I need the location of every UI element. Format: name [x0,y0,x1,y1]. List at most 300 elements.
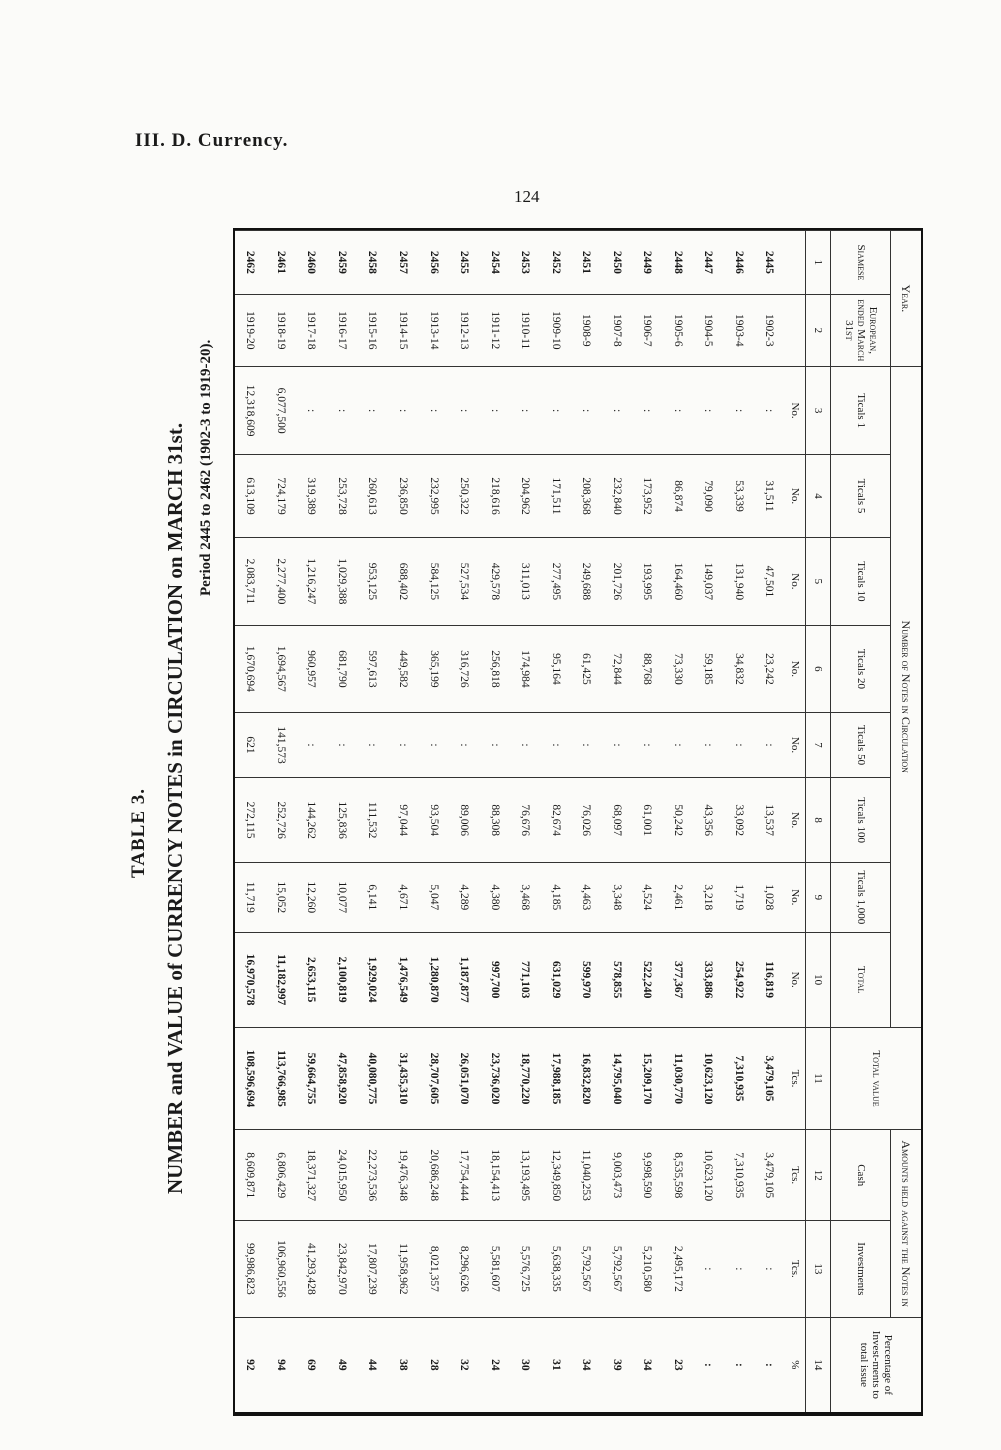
siamese-year-cell: 2457 [388,231,419,295]
table-row [540,231,571,1413]
ticals-1-cell: : [296,366,327,455]
ticals-1000-cell: 12,260 [296,862,327,932]
table-row [327,231,358,1413]
currency-notes-table [233,228,923,1416]
ticals-1-cell: : [388,366,419,455]
ticals-50-cell: : [601,712,632,778]
ticals-20-cell: 597,613 [357,626,388,712]
ticals-100-cell: 144,262 [296,778,327,862]
unit-cell: Tcs. [784,1221,806,1318]
european-year-cell: 1906-7 [632,294,663,366]
ticals-1000-cell: 3,348 [601,862,632,932]
unit-cell: No. [784,455,806,537]
ticals-20-cell: 88,768 [632,626,663,712]
ticals-20-cell: 256,818 [479,626,510,712]
ticals-100-cell: 68,097 [601,778,632,862]
siamese-year-cell: 2459 [327,231,358,295]
percentage-header: Percentage of Invest-ments to total issue [831,1317,921,1412]
cash-cell: 24,015,950 [327,1130,358,1221]
total-value-cell: 26,051,070 [449,1027,480,1130]
ticals-20-cell: 23,242 [754,626,785,712]
ticals-50-cell: : [327,712,358,778]
cash-cell: 6,806,429 [266,1130,297,1221]
investments-cell: 17,807,239 [357,1221,388,1318]
ticals-100-cell: 33,092 [723,778,754,862]
european-year-cell: 1910-11 [510,294,541,366]
unit-cell: No. [784,862,806,932]
ticals-100-cell: 61,001 [632,778,663,862]
investments-cell: 5,792,567 [601,1221,632,1318]
ticals-10-cell: 193,995 [632,537,663,626]
ticals-1000-cell: 4,463 [571,862,602,932]
cash-cell: 7,310,935 [723,1130,754,1221]
european-year-cell: 1909-10 [540,294,571,366]
year-group-header: Year. [891,231,921,367]
percentage-cell: 69 [296,1317,327,1412]
ticals-10-cell: 201,726 [601,537,632,626]
ticals-1-cell: : [418,366,449,455]
unit-cell: % [784,1317,806,1412]
total-cell: 1,280,870 [418,932,449,1027]
ticals-1-cell: : [357,366,388,455]
column-number-row [806,231,831,1413]
ticals-1000-cell: 5,047 [418,862,449,932]
ticals-20-cell: 61,425 [571,626,602,712]
ticals-1-cell: : [754,366,785,455]
section-heading: III. D. Currency. [135,130,289,151]
percentage-cell: 92 [235,1317,266,1412]
ticals-5-cell: 171,511 [540,455,571,537]
ticals-1-cell: : [693,366,724,455]
siamese-year-cell: 2447 [693,231,724,295]
ticals-20-cell: 960,957 [296,626,327,712]
investments-cell: 8,021,357 [418,1221,449,1318]
table-row [510,231,541,1413]
total-cell: 522,240 [632,932,663,1027]
table-row [266,231,297,1413]
ticals-5-cell: 53,339 [723,455,754,537]
column-number: 3 [806,366,831,455]
ticals-1-cell: : [540,366,571,455]
percentage-cell: : [723,1317,754,1412]
ticals-20-cell: 316,726 [449,626,480,712]
total-value-cell: 113,766,985 [266,1027,297,1130]
investments-cell: 8,296,626 [449,1221,480,1318]
cash-cell: 8,609,871 [235,1130,266,1221]
siamese-year-cell: 2449 [632,231,663,295]
ticals-10-cell: 164,460 [662,537,693,626]
cash-cell: 18,154,413 [479,1130,510,1221]
ticals-100-cell: 82,674 [540,778,571,862]
table-row [662,231,693,1413]
ticals-20-header: Ticals 20 [831,626,891,712]
ticals-5-cell: 86,874 [662,455,693,537]
european-year-cell: 1905-6 [662,294,693,366]
european-year-cell: 1916-17 [327,294,358,366]
percentage-cell: 34 [632,1317,663,1412]
ticals-10-cell: 1,216,247 [296,537,327,626]
table-subtitle: NUMBER and VALUE of CURRENCY NOTES in CIRCULATION on MARCH 31st. [163,422,187,1194]
total-value-cell: 40,080,775 [357,1027,388,1130]
total-cell: 16,970,578 [235,932,266,1027]
ticals-50-cell: : [510,712,541,778]
ticals-20-cell: 1,694,567 [266,626,297,712]
investments-cell: 5,576,725 [510,1221,541,1318]
total-value-cell: 7,310,935 [723,1027,754,1130]
european-year-cell: 1903-4 [723,294,754,366]
total-value-cell: 11,030,770 [662,1027,693,1130]
column-number: 1 [806,231,831,295]
total-cell: 254,922 [723,932,754,1027]
total-cell: 11,182,997 [266,932,297,1027]
ticals-5-cell: 724,179 [266,455,297,537]
total-header: Total [831,932,891,1027]
ticals-1000-cell: 3,218 [693,862,724,932]
cash-cell: 17,754,444 [449,1130,480,1221]
investments-cell: 5,792,567 [571,1221,602,1318]
ticals-100-cell: 13,537 [754,778,785,862]
page-number: 124 [514,187,540,206]
table-row [601,231,632,1413]
european-year-cell: 1912-13 [449,294,480,366]
amounts-group-header: Amounts held against the Notes in [891,1130,921,1317]
ticals-1000-cell: 11,719 [235,862,266,932]
ticals-100-cell: 89,006 [449,778,480,862]
investments-cell: 5,581,607 [479,1221,510,1318]
siamese-year-cell: 2456 [418,231,449,295]
ticals-1-cell: 12,318,609 [235,366,266,455]
table-title: TABLE 3. [128,787,149,878]
ticals-10-header: Ticals 10 [831,537,891,626]
percentage-cell: 94 [266,1317,297,1412]
ticals-100-cell: 111,532 [357,778,388,862]
unit-cell: No. [784,366,806,455]
ticals-10-cell: 149,037 [693,537,724,626]
cash-cell: 10,623,120 [693,1130,724,1221]
notes-group-header: Number of Notes in Circulation [891,366,921,1027]
ticals-1000-cell: 4,380 [479,862,510,932]
ticals-1000-header: Ticals 1,000 [831,862,891,932]
cash-cell: 9,998,590 [632,1130,663,1221]
percentage-cell: 44 [357,1317,388,1412]
ticals-10-cell: 429,578 [479,537,510,626]
siamese-year-cell: 2462 [235,231,266,295]
ticals-20-cell: 72,844 [601,626,632,712]
european-year-cell: 1919-20 [235,294,266,366]
column-number: 5 [806,537,831,626]
siamese-year-cell: 2446 [723,231,754,295]
siamese-year-cell: 2455 [449,231,480,295]
investments-cell: : [693,1221,724,1318]
ticals-10-cell: 527,534 [449,537,480,626]
ticals-1000-cell: 15,052 [266,862,297,932]
total-value-cell: 47,858,920 [327,1027,358,1130]
unit-cell: No. [784,778,806,862]
ticals-1000-cell: 4,289 [449,862,480,932]
ticals-10-cell: 1,029,388 [327,537,358,626]
unit-cell [784,231,806,295]
percentage-cell: 39 [601,1317,632,1412]
ticals-10-cell: 953,125 [357,537,388,626]
ticals-5-cell: 232,840 [601,455,632,537]
siamese-year-cell: 2458 [357,231,388,295]
unit-cell: No. [784,712,806,778]
ticals-10-cell: 2,277,400 [266,537,297,626]
percentage-cell: 32 [449,1317,480,1412]
ticals-1-cell: : [723,366,754,455]
total-value-cell: 14,795,040 [601,1027,632,1130]
investments-cell: 11,958,962 [388,1221,419,1318]
column-number: 2 [806,294,831,366]
ticals-20-cell: 365,199 [418,626,449,712]
ticals-1000-cell: 1,719 [723,862,754,932]
percentage-cell: 30 [510,1317,541,1412]
european-year-cell: 1902-3 [754,294,785,366]
ticals-5-cell: 79,090 [693,455,724,537]
total-cell: 1,476,549 [388,932,419,1027]
investments-cell: 23,842,970 [327,1221,358,1318]
ticals-10-cell: 2,083,711 [235,537,266,626]
ticals-50-header: Ticals 50 [831,712,891,778]
ticals-5-cell: 250,322 [449,455,480,537]
ticals-50-cell: : [632,712,663,778]
ticals-20-cell: 174,984 [510,626,541,712]
column-number: 10 [806,932,831,1027]
total-value-cell: 28,707,605 [418,1027,449,1130]
ticals-1-cell: : [632,366,663,455]
ticals-100-cell: 272,115 [235,778,266,862]
ticals-10-cell: 688,402 [388,537,419,626]
investments-cell: 2,495,172 [662,1221,693,1318]
total-cell: 377,367 [662,932,693,1027]
percentage-cell: 38 [388,1317,419,1412]
ticals-1-cell: : [479,366,510,455]
ticals-10-cell: 584,125 [418,537,449,626]
percentage-cell: 24 [479,1317,510,1412]
ticals-50-cell: : [571,712,602,778]
total-value-cell: 17,988,185 [540,1027,571,1130]
units-row [784,231,806,1413]
investments-cell: : [723,1221,754,1318]
total-cell: 771,103 [510,932,541,1027]
ticals-1-cell: : [601,366,632,455]
column-number: 6 [806,626,831,712]
ticals-5-cell: 319,389 [296,455,327,537]
percentage-cell: 31 [540,1317,571,1412]
investments-cell: : [754,1221,785,1318]
column-number: 11 [806,1027,831,1130]
table-row [449,231,480,1413]
european-year-cell: 1907-8 [601,294,632,366]
siamese-year-cell: 2450 [601,231,632,295]
european-year-cell: 1914-15 [388,294,419,366]
ticals-5-cell: 232,995 [418,455,449,537]
percentage-cell: : [754,1317,785,1412]
ticals-100-cell: 252,726 [266,778,297,862]
investments-cell: 41,293,428 [296,1221,327,1318]
ticals-100-cell: 76,676 [510,778,541,862]
unit-cell: No. [784,932,806,1027]
table-row [754,231,785,1413]
ticals-5-cell: 236,850 [388,455,419,537]
total-value-cell: 3,479,105 [754,1027,785,1130]
percentage-cell: 28 [418,1317,449,1412]
siamese-year-cell: 2448 [662,231,693,295]
investments-cell: 99,986,823 [235,1221,266,1318]
total-value-cell: 15,209,170 [632,1027,663,1130]
ticals-10-cell: 47,501 [754,537,785,626]
cash-cell: 22,273,536 [357,1130,388,1221]
siamese-year-cell: 2453 [510,231,541,295]
ticals-5-cell: 204,962 [510,455,541,537]
total-value-cell: 10,623,120 [693,1027,724,1130]
ticals-100-cell: 50,242 [662,778,693,862]
cash-cell: 11,040,253 [571,1130,602,1221]
total-cell: 2,653,115 [296,932,327,1027]
ticals-10-cell: 249,688 [571,537,602,626]
ticals-1-cell: : [449,366,480,455]
ticals-100-cell: 76,026 [571,778,602,862]
siamese-header: Siamese [831,231,891,295]
siamese-year-cell: 2460 [296,231,327,295]
ticals-100-cell: 97,044 [388,778,419,862]
unit-cell: Tcs. [784,1027,806,1130]
cash-cell: 3,479,105 [754,1130,785,1221]
siamese-year-cell: 2451 [571,231,602,295]
ticals-50-cell: 621 [235,712,266,778]
european-year-cell: 1915-16 [357,294,388,366]
unit-cell: No. [784,626,806,712]
ticals-1000-cell: 4,524 [632,862,663,932]
table-row [723,231,754,1413]
ticals-20-cell: 34,832 [723,626,754,712]
ticals-50-cell: : [693,712,724,778]
ticals-1000-cell: 10,077 [327,862,358,932]
ticals-5-cell: 253,728 [327,455,358,537]
percentage-cell: : [693,1317,724,1412]
european-year-cell: 1913-14 [418,294,449,366]
table-row [693,231,724,1413]
ticals-5-header: Ticals 5 [831,455,891,537]
ticals-50-cell: : [662,712,693,778]
european-year-cell: 1917-18 [296,294,327,366]
total-cell: 997,700 [479,932,510,1027]
investments-cell: 5,638,335 [540,1221,571,1318]
total-cell: 599,970 [571,932,602,1027]
column-number: 8 [806,778,831,862]
ticals-20-cell: 59,185 [693,626,724,712]
ticals-100-cell: 93,504 [418,778,449,862]
ticals-100-cell: 125,836 [327,778,358,862]
european-year-cell: 1911-12 [479,294,510,366]
investments-header: Investments [831,1221,891,1318]
european-year-cell: 1918-19 [266,294,297,366]
total-cell: 2,100,819 [327,932,358,1027]
table-row [632,231,663,1413]
table-row [235,231,266,1413]
table-row [357,231,388,1413]
ticals-50-cell: : [754,712,785,778]
ticals-50-cell: : [449,712,480,778]
ticals-50-cell: : [479,712,510,778]
ticals-1-cell: 6,077,500 [266,366,297,455]
table-row [388,231,419,1413]
ticals-100-cell: 43,356 [693,778,724,862]
ticals-50-cell: : [388,712,419,778]
table-row [571,231,602,1413]
ticals-1-header: Ticals 1 [831,366,891,455]
european-year-cell: 1904-5 [693,294,724,366]
ticals-5-cell: 208,368 [571,455,602,537]
table-row [418,231,449,1413]
cash-cell: 19,476,348 [388,1130,419,1221]
total-cell: 116,819 [754,932,785,1027]
percentage-cell: 49 [327,1317,358,1412]
ticals-50-cell: : [296,712,327,778]
ticals-50-cell: 141,573 [266,712,297,778]
unit-cell: Tcs. [784,1130,806,1221]
total-cell: 631,029 [540,932,571,1027]
ticals-20-cell: 95,164 [540,626,571,712]
ticals-1000-cell: 3,468 [510,862,541,932]
total-cell: 1,929,024 [357,932,388,1027]
column-number: 12 [806,1130,831,1221]
column-number: 14 [806,1317,831,1412]
total-value-cell: 16,832,820 [571,1027,602,1130]
ticals-20-cell: 1,670,694 [235,626,266,712]
ticals-10-cell: 311,013 [510,537,541,626]
ticals-20-cell: 449,582 [388,626,419,712]
siamese-year-cell: 2445 [754,231,785,295]
cash-header: Cash [831,1130,891,1221]
total-value-cell: 18,770,220 [510,1027,541,1130]
ticals-50-cell: : [723,712,754,778]
ticals-5-cell: 613,109 [235,455,266,537]
column-number: 7 [806,712,831,778]
cash-cell: 9,003,473 [601,1130,632,1221]
ticals-5-cell: 31,511 [754,455,785,537]
investments-cell: 5,210,580 [632,1221,663,1318]
total-value-cell: 59,664,755 [296,1027,327,1130]
ticals-20-cell: 73,330 [662,626,693,712]
column-number: 13 [806,1221,831,1318]
ticals-1-cell: : [662,366,693,455]
table-row [296,231,327,1413]
ticals-1-cell: : [571,366,602,455]
total-cell: 333,886 [693,932,724,1027]
total-value-cell: 108,596,694 [235,1027,266,1130]
ticals-5-cell: 260,613 [357,455,388,537]
siamese-year-cell: 2461 [266,231,297,295]
cash-cell: 13,193,495 [510,1130,541,1221]
table-period: Period 2445 to 2462 (1902-3 to 1919-20). [198,339,214,596]
unit-cell: No. [784,537,806,626]
column-number: 9 [806,862,831,932]
percentage-cell: 34 [571,1317,602,1412]
ticals-1000-cell: 4,671 [388,862,419,932]
siamese-year-cell: 2454 [479,231,510,295]
unit-cell [784,294,806,366]
cash-cell: 12,349,850 [540,1130,571,1221]
total-cell: 578,855 [601,932,632,1027]
column-number: 4 [806,455,831,537]
siamese-year-cell: 2452 [540,231,571,295]
ticals-1-cell: : [510,366,541,455]
ticals-50-cell: : [418,712,449,778]
ticals-5-cell: 173,952 [632,455,663,537]
ticals-100-header: Ticals 100 [831,778,891,862]
ticals-10-cell: 131,940 [723,537,754,626]
